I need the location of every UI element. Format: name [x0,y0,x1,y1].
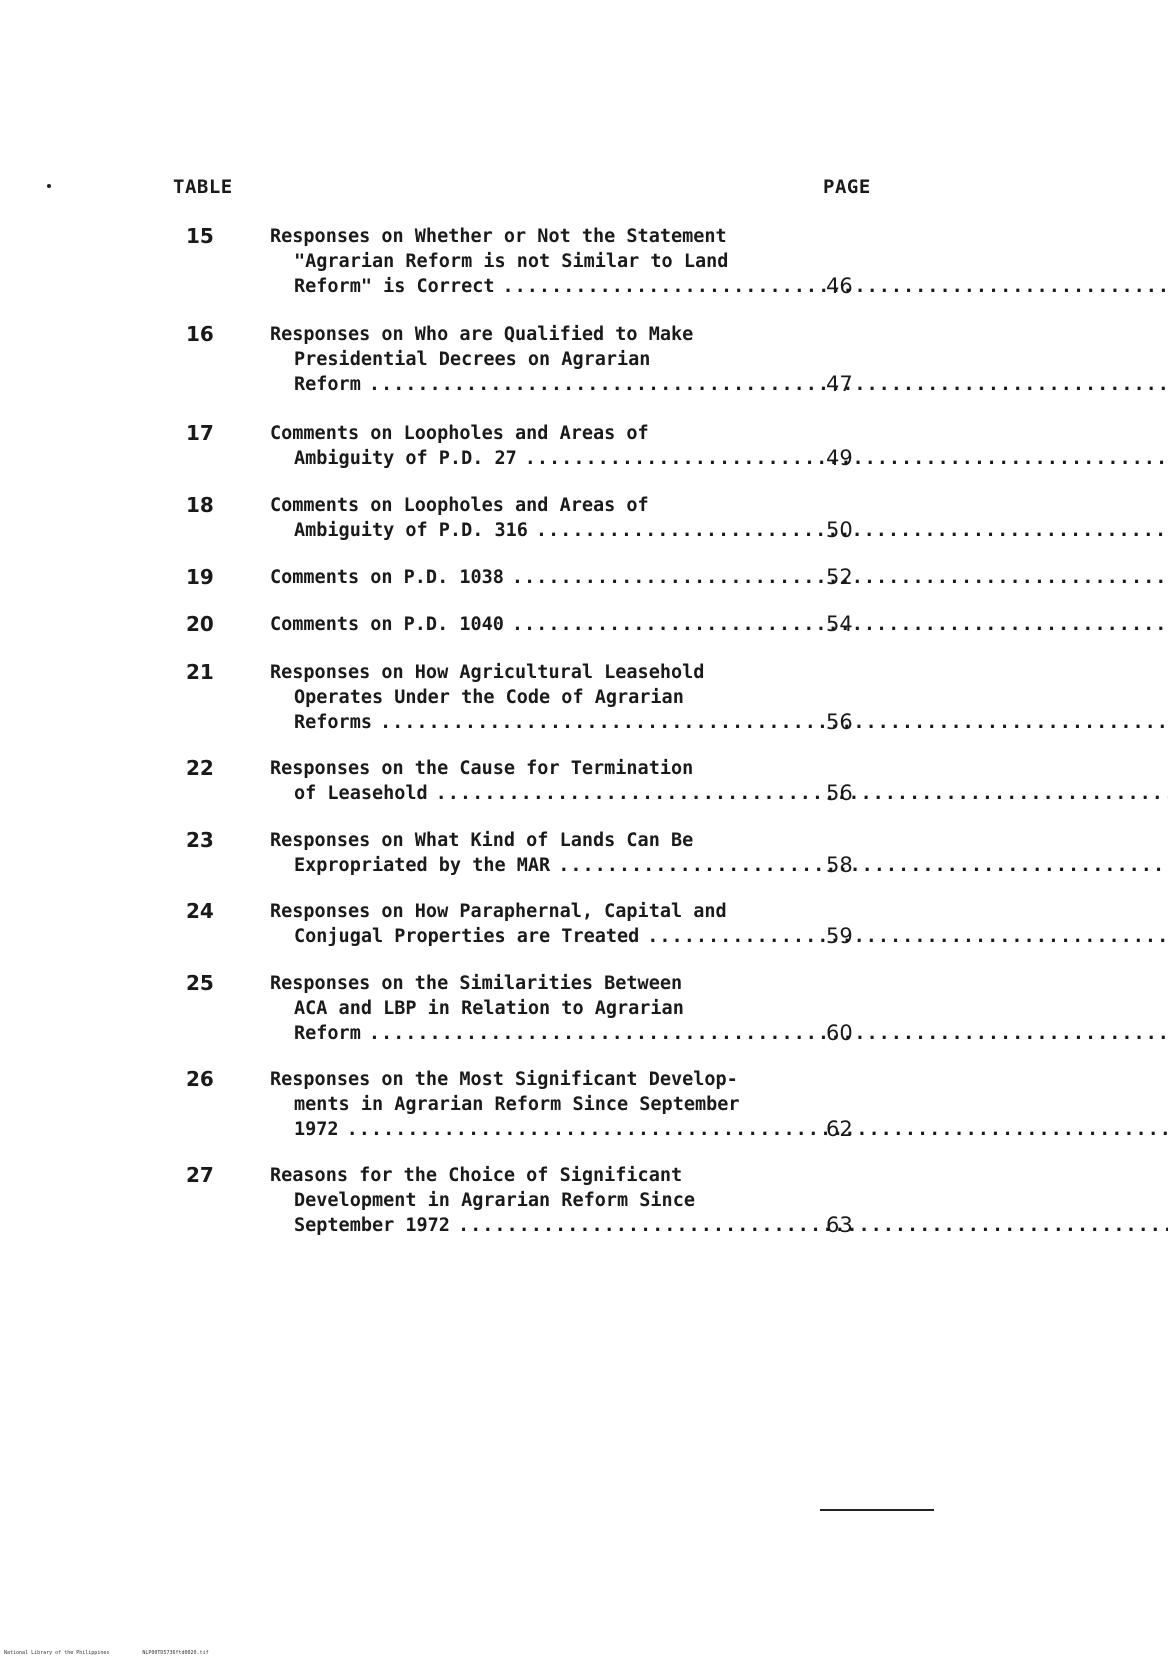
title-text: Conjugal Properties are Treated [294,926,640,947]
table-title [270,322,790,397]
table-title [270,899,790,949]
title-line [270,996,790,1021]
bottom-rule [820,1509,934,1511]
title-text: Presidential Decrees on Agrarian [294,349,651,370]
title-text: Responses on Whether or Not the Statement [270,226,727,247]
title-line [270,493,790,518]
table-number: 20 [186,612,214,636]
title-line [270,224,790,249]
title-text: Responses on What Kind of Lands Can Be [270,830,694,851]
title-text: Development in Agrarian Reform Since [294,1190,695,1211]
title-text: Reasons for the Choice of Significant [270,1165,683,1186]
title-text: Responses on How Paraphernal, Capital and [270,901,727,922]
title-text: Ambiguity of P.D. 27 [294,448,517,469]
title-text: Ambiguity of P.D. 316 [294,520,528,541]
footer-file: NLP00TD5736ftd0020.tif [142,1650,209,1656]
table-title [270,493,790,543]
title-line [270,853,790,878]
margin-mark [47,184,51,188]
page-number: 54 [826,612,853,636]
title-line [270,971,790,996]
table-number: 24 [186,899,214,923]
title-text: 1972 [294,1119,339,1140]
page-column-header: PAGE [823,176,871,198]
title-line [270,612,790,637]
title-text: "Agrarian Reform is not Similar to Land [294,251,729,272]
page-number: 58 [826,853,853,877]
table-column-header: TABLE [173,176,233,198]
page-number: 47 [826,372,853,396]
page-number: 56 [826,710,853,734]
title-line [270,1021,790,1046]
title-line [270,781,790,806]
title-text: ACA and LBP in Relation to Agrarian [294,998,684,1019]
table-number: 17 [186,421,214,445]
table-number: 23 [186,828,214,852]
title-text: Responses on the Cause for Termination [270,758,694,779]
dot-leader [647,926,1168,947]
dot-leader [436,783,1168,804]
title-line [270,924,790,949]
table-number: 27 [186,1163,214,1187]
title-text: Comments on P.D. 1038 [270,567,504,588]
scan-footer [4,1650,239,1656]
table-number: 26 [186,1067,214,1091]
dot-leader [458,1215,1168,1236]
table-title [270,828,790,878]
title-text: Responses on the Most Significant Develop- [270,1069,738,1090]
page-number: 46 [826,274,853,298]
page-number: 62 [826,1117,853,1141]
table-title [270,1163,790,1238]
table-title [270,660,790,735]
table-title [270,756,790,806]
title-text: September 1972 [294,1215,450,1236]
page-number: 59 [826,924,853,948]
title-text: Comments on Loopholes and Areas of [270,495,649,516]
title-line [270,347,790,372]
page-number: 52 [826,565,853,589]
title-text: Reforms [294,712,372,733]
title-line [270,322,790,347]
table-title [270,421,790,471]
table-number: 22 [186,756,214,780]
dot-leader [347,1119,1168,1140]
page-number: 60 [826,1021,853,1045]
title-line [270,1117,790,1142]
title-text: Responses on the Similarities Between [270,973,683,994]
title-line [270,1067,790,1092]
title-text: Responses on Who are Qualified to Make [270,324,694,345]
title-line [270,685,790,710]
dot-leader [558,855,1168,876]
table-title [270,971,790,1046]
title-text: of Leasehold [294,783,428,804]
title-line [270,899,790,924]
page-number: 49 [826,446,853,470]
title-text: Reform" is Correct [294,276,495,297]
table-number: 15 [186,224,214,248]
title-line [270,421,790,446]
dot-leader [369,1023,1168,1044]
table-number: 21 [186,660,214,684]
title-line [270,518,790,543]
table-title [270,612,790,637]
title-text: Comments on Loopholes and Areas of [270,423,649,444]
title-line [270,446,790,471]
dot-leader [380,712,1168,733]
title-line [270,1188,790,1213]
title-line [270,249,790,274]
title-text: Reform [294,1023,361,1044]
title-text: Responses on How Agricultural Leasehold [270,662,705,683]
table-number: 19 [186,565,214,589]
table-number: 25 [186,971,214,995]
table-number: 16 [186,322,214,346]
title-line [270,274,790,299]
page-number: 56 [826,781,853,805]
title-line [270,756,790,781]
table-title [270,224,790,299]
title-text: Reform [294,374,361,395]
title-line [270,565,790,590]
title-line [270,828,790,853]
title-line [270,710,790,735]
page-number: 50 [826,518,853,542]
title-line [270,660,790,685]
title-line [270,1092,790,1117]
table-number: 18 [186,493,214,517]
title-text: Expropriated by the MAR [294,855,551,876]
title-text: ments in Agrarian Reform Since September [294,1094,740,1115]
title-text: Operates Under the Code of Agrarian [294,687,684,708]
page-number: 63 [826,1213,853,1237]
footer-library: National Library of the Philippines [4,1650,110,1656]
title-text: Comments on P.D. 1040 [270,614,504,635]
title-line [270,1163,790,1188]
table-title [270,1067,790,1142]
dot-leader [369,374,1168,395]
title-line [270,1213,790,1238]
title-line [270,372,790,397]
table-title [270,565,790,590]
